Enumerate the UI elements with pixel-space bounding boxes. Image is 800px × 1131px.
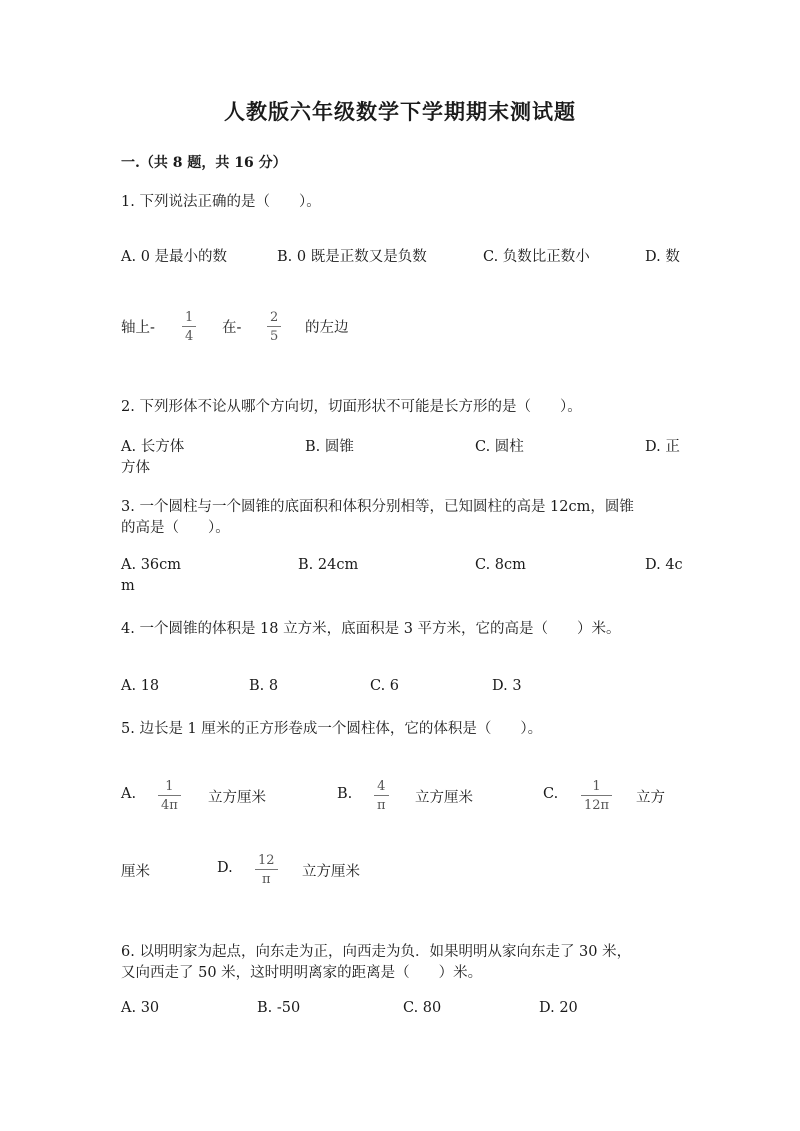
fraction-numerator: 1	[592, 779, 601, 794]
q6-option-a: A. 30	[121, 1000, 160, 1016]
q5-option-a: A.	[121, 786, 137, 802]
q2-option-c: C. 圆柱	[475, 439, 524, 455]
q5-option-c: C.	[543, 786, 559, 802]
q6-option-c: C. 80	[403, 1000, 442, 1016]
fraction-numerator: 1	[165, 779, 174, 794]
fraction-denominator: 5	[270, 329, 279, 344]
fraction-four-over-pi	[374, 780, 389, 812]
q3-option-b: B. 24cm	[298, 557, 359, 573]
q6-option-b: B. -50	[257, 1000, 301, 1016]
q3-option-c: C. 8cm	[475, 557, 526, 573]
q5-option-c-unit: 立方	[636, 790, 665, 806]
q1-option-d-text-a: 轴上-	[121, 320, 155, 336]
q4-option-d: D. 3	[492, 678, 522, 694]
q3-option-d: D. 4c	[645, 557, 683, 573]
q4-option-c: C. 6	[370, 678, 400, 694]
fraction-numerator: 12	[258, 853, 275, 868]
question-2-stem: 2. 下列形体不论从哪个方向切，切面形状不可能是长方形的是（ ）。	[121, 399, 582, 415]
q1-option-d-text-b: 在-	[222, 320, 242, 336]
q2-option-a: A. 长方体	[121, 439, 185, 455]
fraction-numerator: 4	[377, 779, 386, 794]
q3-option-a: A. 36cm	[121, 557, 182, 573]
q1-option-a: A. 0 是最小的数	[121, 249, 228, 265]
fraction-one-quarter	[182, 311, 196, 343]
q5-option-d-unit: 立方厘米	[302, 864, 360, 880]
question-6-stem-line1: 6. 以明明家为起点，向东走为正，向西走为负．如果明明从家向东走了 30 米，	[121, 944, 632, 960]
question-1-stem: 1. 下列说法正确的是（ ）。	[121, 194, 321, 210]
question-5-stem: 5. 边长是 1 厘米的正方形卷成一个圆柱体，它的体积是（ ）。	[121, 721, 543, 737]
q6-option-d: D. 20	[539, 1000, 578, 1016]
q3-option-d-cont: m	[121, 578, 135, 594]
fraction-denominator: 4	[185, 329, 194, 344]
q5-option-d: D.	[217, 860, 233, 876]
fraction-denominator: π	[377, 798, 386, 813]
q5-option-b-unit: 立方厘米	[415, 790, 473, 806]
fraction-denominator: π	[262, 872, 271, 887]
fraction-numerator: 2	[270, 310, 279, 325]
fraction-one-over-twelve-pi	[581, 780, 612, 812]
question-3-stem-line2: 的高是（ ）。	[121, 520, 230, 536]
q2-option-d-cont: 方体	[121, 460, 150, 476]
fraction-denominator: 4π	[161, 798, 178, 813]
q1-option-d: D. 数	[645, 249, 680, 265]
q2-option-b: B. 圆锥	[305, 439, 354, 455]
page-title: 人教版六年级数学下学期期末测试题	[224, 99, 576, 124]
fraction-denominator: 12π	[584, 798, 610, 813]
q1-option-d-text-c: 的左边	[305, 320, 349, 336]
question-3-stem-line1: 3. 一个圆柱与一个圆锥的底面积和体积分别相等，已知圆柱的高是 12cm，圆锥	[121, 499, 634, 515]
question-6-stem-line2: 又向西走了 50 米，这时明明离家的距离是（ ）米。	[121, 965, 483, 981]
q5-option-c-unit-cont: 厘米	[121, 864, 150, 880]
q4-option-a: A. 18	[121, 678, 160, 694]
question-4-stem: 4. 一个圆锥的体积是 18 立方米，底面积是 3 平方米，它的高是（ ）米。	[121, 621, 621, 637]
fraction-one-over-four-pi	[158, 780, 181, 812]
fraction-two-fifths	[267, 311, 281, 343]
fraction-numerator: 1	[185, 310, 194, 325]
fraction-twelve-over-pi	[255, 854, 278, 886]
section-header: 一.（共 8 题，共 16 分）	[121, 155, 287, 171]
q1-option-b: B. 0 既是正数又是负数	[277, 249, 427, 265]
q4-option-b: B. 8	[249, 678, 279, 694]
q5-option-b: B.	[337, 786, 353, 802]
q2-option-d: D. 正	[645, 439, 680, 455]
q1-option-c: C. 负数比正数小	[483, 249, 590, 265]
q5-option-a-unit: 立方厘米	[208, 790, 266, 806]
